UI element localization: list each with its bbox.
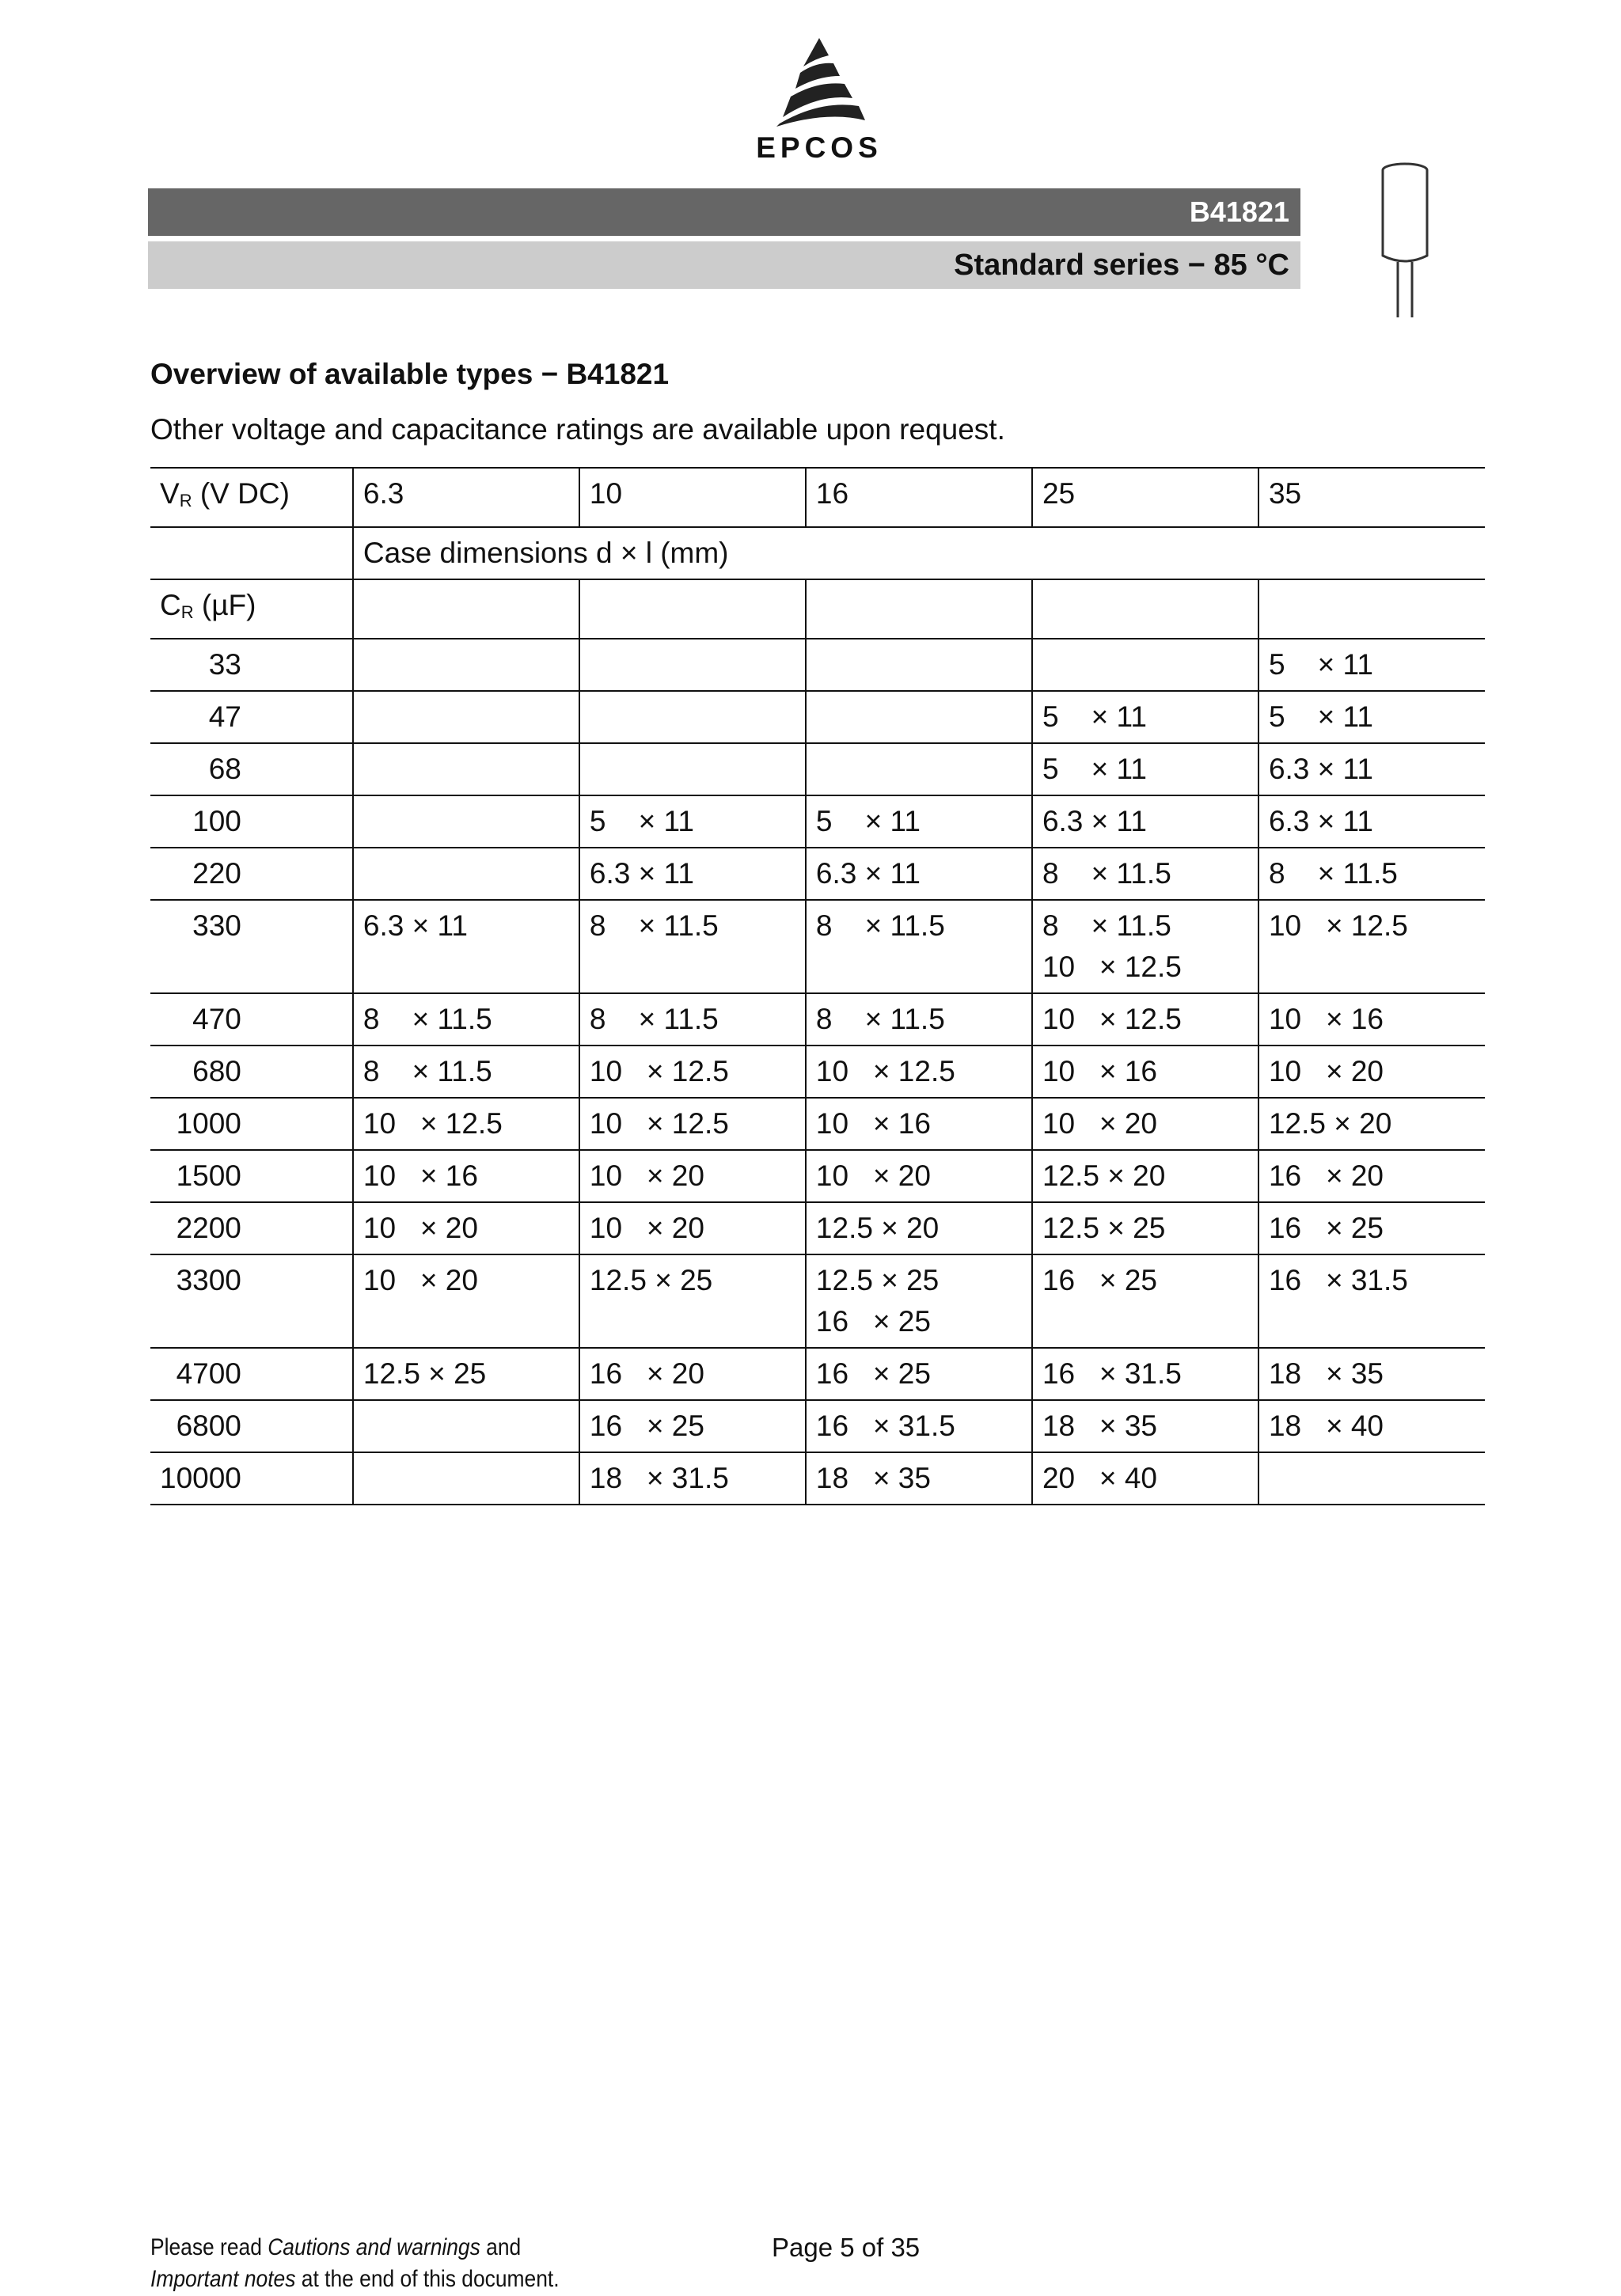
case-dimension-value: 6.3 × 11 (1268, 805, 1373, 837)
case-dimension-cell (353, 795, 579, 848)
voltage-header-row (150, 468, 1485, 527)
section-title: Overview of available types − B41821 (150, 358, 670, 390)
part-number-bar (148, 188, 1300, 236)
case-dimension-cell (1032, 1452, 1258, 1505)
empty-cell (353, 579, 579, 639)
voltage-header: 16 (806, 468, 1032, 527)
page-number: Page 5 of 35 (772, 2233, 921, 2262)
case-dimension-cell (579, 993, 806, 1046)
case-dimension-value: 16 × 25 (1268, 1212, 1384, 1244)
capacitance-cell: 4700 (150, 1348, 353, 1400)
case-dimension-cell (579, 1452, 806, 1505)
case-dimension-value: 20 × 40 (1042, 1462, 1157, 1494)
table-row (150, 743, 1485, 795)
case-dimension-cell (1258, 848, 1485, 900)
brand-name: EPCOS (756, 131, 883, 164)
case-dimension-cell (353, 639, 579, 691)
case-dimension-value: 10 × 12.5 (1042, 1003, 1182, 1035)
case-dimension-cell (579, 743, 806, 795)
capacitance-cell: 1500 (150, 1150, 353, 1202)
case-dimension-value: 16 × 25 (589, 1410, 704, 1442)
case-dimension-cell (353, 1254, 579, 1348)
case-dimension-cell (1032, 1254, 1258, 1348)
case-dimension-value: 10 × 12.5 (1268, 909, 1408, 942)
case-dimension-cell (1258, 993, 1485, 1046)
case-dimension-value: 8 × 11.5 (589, 1003, 719, 1035)
case-dimension-cell (579, 1098, 806, 1150)
series-bar (148, 241, 1300, 289)
table-row (150, 691, 1485, 743)
case-dimension-cell (1258, 1400, 1485, 1452)
case-dimension-value: 12.5 × 25 (589, 1264, 713, 1296)
capacitance-cell: 470 (150, 993, 353, 1046)
vr-subscript: R (179, 491, 192, 510)
case-dimension-cell (1032, 795, 1258, 848)
table-row (150, 1046, 1485, 1098)
empty-cell (150, 527, 353, 579)
capacitance-cell: 3300 (150, 1254, 353, 1348)
case-dimension-cell (353, 900, 579, 993)
table-row (150, 1098, 1485, 1150)
table-row (150, 900, 1485, 993)
case-dimension-value: 5 × 11 (1268, 700, 1373, 733)
capacitance-cell: 47 (150, 691, 353, 743)
case-dimension-value: 6.3 × 11 (1042, 805, 1147, 837)
epcos-triangle-icon (772, 38, 867, 127)
case-dimension-cell (579, 1254, 806, 1348)
empty-cell (579, 579, 806, 639)
voltage-header: 35 (1258, 468, 1485, 527)
footer-important-notes: Important notes (150, 2266, 296, 2292)
capacitance-cell: 68 (150, 743, 353, 795)
case-dimensions-row (150, 527, 1485, 579)
series-label: Standard series − 85 °C (954, 249, 1289, 282)
case-dimension-cell (1258, 1254, 1485, 1348)
case-dimension-cell (1032, 1400, 1258, 1452)
case-dimension-value: 8 × 11.5 (815, 1003, 945, 1035)
case-dimension-cell (806, 900, 1032, 993)
case-dimension-cell (579, 900, 806, 993)
case-dimension-cell (353, 1202, 579, 1254)
case-dimension-cell (1258, 900, 1485, 993)
case-dimension-cell (579, 639, 806, 691)
case-dimension-cell (1258, 1348, 1485, 1400)
case-dimension-value: 12.5 × 20 (1042, 1159, 1166, 1192)
case-dimension-value: 10 × 12.5 (589, 1055, 729, 1087)
part-number: B41821 (1189, 195, 1289, 228)
case-dimension-cell (1032, 993, 1258, 1046)
case-dimension-cell (1032, 900, 1258, 993)
case-dimension-value: 10 × 12.5 (815, 1055, 955, 1087)
case-dimension-value: 16 × 25 (815, 1357, 931, 1390)
case-dimension-value: 10 × 20 (589, 1212, 704, 1244)
case-dimension-value: 6.3 × 11 (589, 857, 694, 890)
case-dimension-cell (1032, 1046, 1258, 1098)
case-dimension-cell (1032, 743, 1258, 795)
case-dimension-cell (806, 1202, 1032, 1254)
case-dimension-value: 8 × 11.5 (363, 1003, 492, 1035)
case-dimension-cell (353, 743, 579, 795)
case-dimension-cell (579, 1400, 806, 1452)
case-dimension-cell (579, 691, 806, 743)
case-dimension-cell (806, 639, 1032, 691)
case-dimension-cell (806, 691, 1032, 743)
case-dimension-cell (1258, 1150, 1485, 1202)
case-dimension-value: 18 × 35 (1042, 1410, 1157, 1442)
capacitance-cell: 680 (150, 1046, 353, 1098)
case-dimension-cell (806, 1150, 1032, 1202)
case-dimension-value: 6.3 × 11 (815, 857, 921, 890)
footer-note-mid: and (480, 2234, 522, 2260)
footer-note-suffix: at the end of this document. (295, 2266, 560, 2292)
case-dimension-value: 10 × 16 (363, 1159, 478, 1192)
case-dimension-cell (1258, 1202, 1485, 1254)
case-dimension-cell (353, 1046, 579, 1098)
empty-cell (806, 579, 1032, 639)
case-dimension-cell (579, 1348, 806, 1400)
case-dimension-value: 6.3 × 11 (363, 909, 468, 942)
table-row (150, 1202, 1485, 1254)
case-dimension-cell (353, 1098, 579, 1150)
case-dimension-value: 16 × 25 (1042, 1264, 1157, 1296)
case-dimension-value: 16 × 25 (815, 1305, 931, 1338)
voltage-header: 25 (1032, 468, 1258, 527)
case-dimension-value: 10 × 20 (1268, 1055, 1384, 1087)
case-dimension-value: 10 × 20 (363, 1264, 478, 1296)
case-dimension-value: 6.3 × 11 (1268, 753, 1373, 785)
table-row (150, 1348, 1485, 1400)
case-dimension-cell (806, 1400, 1032, 1452)
case-dimension-cell (579, 1046, 806, 1098)
types-table (150, 467, 1485, 1505)
case-dimension-value: 12.5 × 20 (1268, 1107, 1392, 1140)
case-dimension-value: 10 × 20 (1042, 1107, 1157, 1140)
case-dimension-cell (806, 1098, 1032, 1150)
table-row (150, 993, 1485, 1046)
capacitance-cell: 2200 (150, 1202, 353, 1254)
case-dimension-cell (579, 848, 806, 900)
vr-symbol: V (160, 477, 180, 510)
capacitor-icon (1377, 162, 1433, 321)
case-dimension-cell (1032, 1098, 1258, 1150)
table-row (150, 1452, 1485, 1505)
case-dimension-cell (353, 993, 579, 1046)
case-dimension-cell (1258, 691, 1485, 743)
case-dimension-value: 5 × 11 (815, 805, 921, 837)
case-dimension-cell (353, 1452, 579, 1505)
case-dimension-value: 8 × 11.5 (1268, 857, 1398, 890)
case-dimension-cell (579, 795, 806, 848)
case-dimension-cell (579, 1150, 806, 1202)
case-dimension-cell (806, 1452, 1032, 1505)
case-dimension-cell (1032, 691, 1258, 743)
case-dimension-value: 8 × 11.5 (363, 1055, 492, 1087)
table-row (150, 848, 1485, 900)
case-dimension-value: 5 × 11 (1042, 753, 1147, 785)
capacitance-cell: 6800 (150, 1400, 353, 1452)
epcos-logo (748, 38, 890, 165)
case-dimension-value: 16 × 20 (589, 1357, 704, 1390)
table-row (150, 1400, 1485, 1452)
footer-note-prefix: Please read (150, 2234, 268, 2260)
case-dimension-cell (353, 1150, 579, 1202)
capacitance-cell: 1000 (150, 1098, 353, 1150)
table-row (150, 795, 1485, 848)
case-dimension-cell (579, 1202, 806, 1254)
case-dimension-value: 10 × 16 (1042, 1055, 1157, 1087)
case-dimension-value: 5 × 11 (1268, 648, 1373, 681)
case-dimension-value: 8 × 11.5 (1042, 857, 1171, 890)
case-dimension-cell (1032, 639, 1258, 691)
vr-unit: (V DC) (192, 477, 290, 510)
capacitance-cell: 33 (150, 639, 353, 691)
case-dimension-cell (806, 743, 1032, 795)
case-dimension-value: 5 × 11 (1042, 700, 1147, 733)
capacitance-cell: 10000 (150, 1452, 353, 1505)
case-dimension-value: 18 × 35 (1268, 1357, 1384, 1390)
case-dimension-value: 10 × 12.5 (1042, 951, 1182, 983)
empty-cell (1258, 579, 1485, 639)
case-dimension-value: 12.5 × 25 (363, 1357, 487, 1390)
case-dimension-value: 8 × 11.5 (589, 909, 719, 942)
cr-header-row (150, 579, 1485, 639)
case-dimension-value: 10 × 16 (815, 1107, 931, 1140)
footer-note (150, 2232, 560, 2295)
case-dimension-cell (353, 691, 579, 743)
case-dimension-value: 16 × 20 (1268, 1159, 1384, 1192)
types-table-body (150, 468, 1485, 1505)
capacitance-cell: 100 (150, 795, 353, 848)
case-dimension-cell (1258, 639, 1485, 691)
case-dimension-cell (1258, 743, 1485, 795)
vr-header (150, 468, 353, 527)
case-dimension-cell (806, 1348, 1032, 1400)
cr-symbol: C (160, 589, 181, 621)
case-dimension-cell (806, 1046, 1032, 1098)
case-dimension-value: 10 × 20 (815, 1159, 931, 1192)
case-dimension-cell (1258, 1098, 1485, 1150)
cr-subscript: R (180, 602, 194, 622)
voltage-header: 10 (579, 468, 806, 527)
case-dimension-cell (353, 848, 579, 900)
case-dimension-value: 5 × 11 (589, 805, 694, 837)
table-row (150, 1254, 1485, 1348)
case-dimensions-label: Case dimensions d × l (mm) (353, 527, 1485, 579)
capacitance-cell: 220 (150, 848, 353, 900)
case-dimension-cell (1258, 795, 1485, 848)
table-row (150, 1150, 1485, 1202)
case-dimension-cell (353, 1348, 579, 1400)
case-dimension-value: 12.5 × 25 (1042, 1212, 1166, 1244)
case-dimension-cell (1258, 1452, 1485, 1505)
case-dimension-value: 10 × 12.5 (363, 1107, 503, 1140)
footer-cautions: Cautions and warnings (268, 2234, 480, 2260)
case-dimension-cell (806, 848, 1032, 900)
cr-header (150, 579, 353, 639)
case-dimension-value: 16 × 31.5 (1268, 1264, 1408, 1296)
case-dimension-value: 16 × 31.5 (815, 1410, 955, 1442)
case-dimension-cell (1032, 1150, 1258, 1202)
empty-cell (1032, 579, 1258, 639)
case-dimension-value: 10 × 20 (589, 1159, 704, 1192)
voltage-header: 6.3 (353, 468, 579, 527)
case-dimension-value: 12.5 × 25 (815, 1264, 940, 1296)
case-dimension-cell (806, 993, 1032, 1046)
case-dimension-cell (1032, 1202, 1258, 1254)
case-dimension-value: 18 × 35 (815, 1462, 931, 1494)
case-dimension-value: 18 × 31.5 (589, 1462, 729, 1494)
table-row (150, 639, 1485, 691)
case-dimension-value: 12.5 × 20 (815, 1212, 940, 1244)
case-dimension-value: 10 × 12.5 (589, 1107, 729, 1140)
case-dimension-cell (353, 1400, 579, 1452)
section-subtitle: Other voltage and capacitance ratings are available upon request. (150, 413, 1005, 446)
case-dimension-cell (1032, 848, 1258, 900)
case-dimension-value: 10 × 20 (363, 1212, 478, 1244)
case-dimension-value: 8 × 11.5 (1042, 909, 1171, 942)
case-dimension-value: 16 × 31.5 (1042, 1357, 1182, 1390)
case-dimension-cell (806, 795, 1032, 848)
case-dimension-cell (806, 1254, 1032, 1348)
cr-unit: (µF) (193, 589, 256, 621)
case-dimension-value: 8 × 11.5 (815, 909, 945, 942)
capacitance-cell: 330 (150, 900, 353, 993)
case-dimension-cell (1258, 1046, 1485, 1098)
case-dimension-value: 10 × 16 (1268, 1003, 1384, 1035)
case-dimension-cell (1032, 1348, 1258, 1400)
case-dimension-value: 18 × 40 (1268, 1410, 1384, 1442)
